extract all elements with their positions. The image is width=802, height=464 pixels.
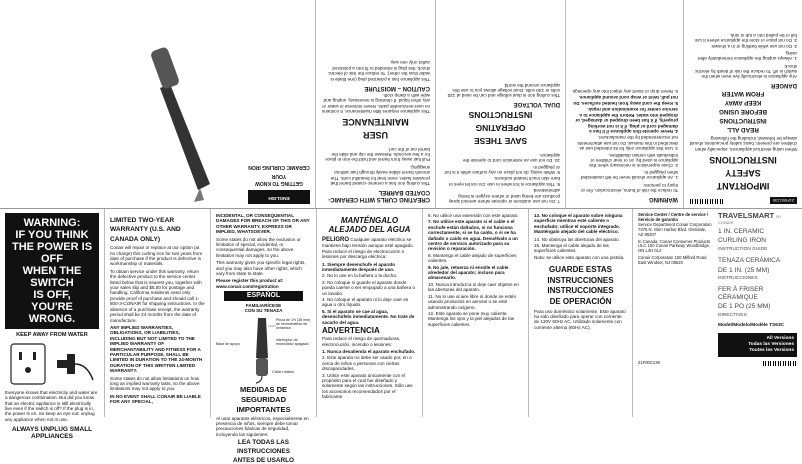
save-title-3: INSTRUCTIONS [468, 110, 533, 121]
keep-away-2: FROM WATER [721, 90, 765, 98]
advertencia-item: 11. No lo use al aire libre ni donde se estén usando productos en aerosol o se esté administrando oxígeno. [428, 293, 517, 310]
user-maint-2: MAINTENANCE [342, 117, 409, 128]
service-address: In Canada: Conair Consumer Products ULC 100 Conair Parkway Woodbridge, ON L4H 0L2 [638, 238, 711, 254]
part-number: 21F00C139 [638, 360, 660, 366]
peligro-item: 1. Siempre desenchufe el aparato inmediatamente después de uso. [322, 261, 396, 273]
warranty-liability: IN NO EVENT SHALL CONAIR BE LIABLE FOR ANY SPECIAL, [110, 393, 201, 405]
cover-es-guide: INSTRUCCIONES [718, 276, 758, 282]
peligro-label: PELIGRO [322, 237, 350, 243]
danger-text: Any appliance is electrically live even when the switch is off. To reduce the risk of death by electric shock: [694, 63, 797, 80]
model-number: Model/Modelo/Modèle TS63C [718, 322, 785, 328]
advertencia-item: 9. No jale, retuerza ni enrolle el cable alrededor del aparato; incluso para almacenarlo. [428, 264, 509, 281]
peligro-item: 2. No lo use en la bañera o la ducha. [322, 273, 398, 279]
panel-cover [632, 209, 802, 417]
dual-voltage-text: This curling iron is dual voltage and can be used at 120 volts or 240 volts. Dual voltage allows you to use this appliance around the world. [447, 82, 560, 99]
danger-item: 2. Do not use while bathing or in a shower. [710, 44, 797, 50]
read-all-3: BEFORE USING [719, 108, 767, 116]
keep-away-1: KEEP AWAY [724, 99, 762, 107]
incidental-text: INCIDENTAL, OR CONSEQUENTIAL DAMAGES FOR BREACH OF THIS OR ANY OTHER WARRANTY, EXPRESS OR IMPLIED, WHATSOEVER. [216, 213, 310, 235]
always-unplug: ALWAYS UNPLUG SMALL APPLIANCES [11, 426, 93, 441]
panel-spanish-2 [422, 209, 528, 417]
brand-logo [718, 213, 797, 226]
brand-by: BY CONAIR [718, 214, 782, 226]
important-title-2: SAFETY [725, 167, 761, 178]
advertencia-item: 10. Nunca introduzca ni deje caer objetos en las aberturas del aparato. [428, 281, 519, 293]
service-address: Service Department Conair Corporation 7475 N. Glen Harbor Blvd. Glendale, AZ 85307 [638, 221, 712, 237]
user-maint-1: USER [363, 130, 389, 141]
warning-box [5, 213, 99, 329]
panel-incidental [210, 209, 316, 464]
warning-item: 3. Use this appliance only for its intended use as described in this manual. Do not use attachments not recommended by the manufacturer. [577, 135, 678, 152]
warning-item: 9. While using, do not place on any surface while it is hot or plugged in. [444, 164, 560, 175]
getting-to-know-2: CERAMIC CURLING IRON [248, 164, 310, 171]
mantengalo-title: MANTÉNGALO ALEJADO DEL AGUA [328, 216, 411, 234]
lea-2: INSTRUCCIONES [237, 448, 290, 456]
service-head: Service Center / Centre de service / Servicio de garantía [638, 212, 709, 222]
warranty-text: Conair will repair or replace at our option (at no charge) this curling iron for two years from date of purchase if the product is defective in workmanship or materials. [110, 245, 203, 267]
familiarice-2: CON SU TENAZA [244, 308, 283, 314]
incidental-rights: This warranty gives you specific legal rights, and you may also have other rights, which vary from state to state. [216, 260, 306, 277]
guarde-4: DE OPERACIÓN [549, 297, 612, 307]
clip-label: Pinza de 1½ (38 mm) de revestimiento de cerámica [276, 317, 311, 330]
peligro-item: 3. No coloque ni guarde el aparato donde pueda caerse o ser empujado a una bañera o un lavabo. [322, 279, 415, 296]
cover-guide: INSTRUCTION GUIDE [718, 247, 768, 252]
incidental-states: Some states do not allow the exclusion or limitation of special, incidental, or consequential damages, so the above limitation may not apply to you. [216, 236, 301, 258]
lea-3: ANTES DE USARLO [232, 457, 295, 464]
curling-iron-diagram [216, 314, 311, 384]
save-title-1: SAVE THESE [473, 136, 528, 147]
guarde-3: INSTRUCCIONES [547, 286, 614, 296]
maintenance-text: This appliance requires little maintenance. It contains no user-serviceable parts. Never immerse in water or any other liquid. If cleaning is necessary, unplug and wipe with a damp cloth. [321, 92, 430, 115]
warning-item: 7. Do not use outdoors or operate where aerosol spray products are being used or where oxygen is being administered. [448, 188, 560, 204]
panel-warning-rotated [684, 0, 802, 208]
panel-warning [0, 209, 104, 441]
warning-line: IS OFF, [33, 289, 71, 301]
warning-item: 8. This appliance is hot when in use. Do not let eyes or bare skin touch heated surfaces. [448, 176, 560, 187]
warning-line: IF YOU THINK [15, 229, 89, 241]
cover-es-title-2: DE 1 IN. (25 MM) [718, 266, 770, 274]
version-line: All Versions [766, 335, 794, 341]
upright-half [0, 209, 802, 464]
advertencia-item: 2. Este aparato no debe ser usado por, en o cerca de niños o personas con ciertas discapacidades. [322, 355, 412, 372]
cover-title-2: CURLING IRON [718, 237, 766, 245]
caution-text: This appliance has a polarized plug (one blade is wider than the other). To reduce the risk of electric shock, this plug is intended to fit into a polarized outlet only one way. [328, 60, 430, 82]
cover-es-title-1: TENAZA CERÁMICA [718, 257, 781, 264]
advertencia-item: 1. Nunca desatienda el aparato enchufado. [322, 348, 416, 354]
english-tab: ENGLISH [248, 190, 310, 204]
register-text: Please register this product at: www.conair.com/registration [216, 278, 284, 289]
warning-line: WARNING: [23, 217, 81, 229]
cover-fr-title-1: FER À FRISER CÉRAMIQUE [718, 286, 764, 301]
caution-heading: CAUTION – MOISTURE [364, 84, 430, 91]
warning-item: 1. An appliance should never be left unattended when plugged in. [580, 169, 678, 181]
save-title-2: OPERATING [475, 123, 526, 134]
advertencia-item: 7. No utilice este aparato si el cable o el enchufe están dañados, si no funciona correctamente, si se ha caído, o si se ha dañado o caído en agua. Devuélvalo a un centro de servicio autorizado para su revisión o reparación. [428, 219, 518, 252]
advertencia-item: 6. No utilice una extensión con este aparato. [428, 213, 519, 218]
advertencia-text: Para reducir el riesgo de quemaduras, electrocución, incendio o lesiones: [322, 336, 401, 347]
lea-1: LEA TODAS LAS [237, 439, 290, 447]
curling-iron-illustration [10, 44, 240, 204]
dual-voltage-heading: DUAL VOLTAGE [513, 101, 560, 108]
getting-to-know-1: GETTING TO KNOW YOUR [255, 173, 303, 187]
danger-item: 3. Do not place or store the appliance where it can fall or be pulled into a tub or sink. [694, 32, 797, 43]
swivel-label: Cable rotativo [272, 369, 295, 374]
cover-fr-title-2: DE 1 PO (25 MM) [718, 303, 771, 311]
read-all-1: READ ALL [727, 126, 759, 134]
barcode [689, 199, 723, 204]
read-all-2: INSTRUCTIONS [719, 117, 767, 125]
panel-spanish-1 [316, 209, 422, 417]
important-title-1: IMPORTANT [716, 180, 770, 191]
warning-item: 6. Never drop or insert any object into any openings. [571, 89, 678, 95]
warranty-implied: ANY IMPLIED WARRANTIES, OBLIGATIONS, OR LIABILITIES, INCLUDING BUT NOT LIMITED TO THE IMPLIED WARRANTY OF MERCHANTABILITY AND FITNESS FOR A PARTICULAR PURPOSE, SHALL BE LIMITED IN DURATION TO THE 24-MONTH DURATION OF THIS WRITTEN LIMITED WARRANTY. [110, 324, 203, 374]
creating-heading: CREATING CURLS WITH CERAMIC-COATED BARREL [328, 189, 430, 202]
medidas-2: SEGURIDAD [240, 394, 286, 404]
creating-text-1: This curling iron has a ceramic-coated barrel that provides faster, even heat for beautiful curls. The smooth barrel slides easily through hair without snagging. [330, 164, 430, 186]
warning-line: THE POWER IS OFF [11, 241, 93, 265]
version-line: Todas las Versiones [748, 341, 794, 347]
medidas-1: MEDIDAS DE [239, 384, 288, 394]
panel-spanish-3 [528, 209, 632, 417]
peligro-text: Cualquier aparato eléctrico se mantiene bajo tensión aunque esté apagado. Para reducir el riesgo de electrocución o lesiones por descarga eléctrica: [322, 237, 414, 260]
warranty-title-2: WARRANTY (U.S. AND [110, 226, 181, 234]
advertencia-item: 8. Mantenga el cable alejado de superficies calientes. [428, 252, 517, 264]
warning-item: 2. Close supervision is necessary when this appliance is used by, on or near children or individuals with certain disabilities. [589, 152, 678, 169]
advertencia-label: ADVERTENCIA [322, 326, 380, 336]
important-title-3: INSTRUCTIONS [709, 154, 777, 165]
guarde-1: GUARDE ESTAS [549, 265, 612, 275]
warning-intro: To reduce the risk of burns, electrocution, fire or injury to persons: [580, 182, 678, 193]
cover-fr-guide: DIRECTIVES [718, 312, 747, 318]
spanish-note: Nota: se utilice este aparato con una pistola. [534, 254, 625, 260]
panel-en-4 [316, 0, 436, 208]
advertencia-item: 3. Utilice este aparato únicamente con el propósito para el cual fue diseñado y solamente según las instrucciones. Sólo use los accesorios recomendados por el fabricante. [322, 372, 413, 400]
peligro-item: 4. No coloque el aparato ni lo deje caer en agua u otro líquido. [322, 297, 409, 308]
service-address: Conair Corporation 150 Milford Road East Windsor, NJ 08520 [638, 255, 707, 266]
upside-down-half [0, 0, 802, 208]
guarde-text: Para uso doméstico solamente. Este aparato ha sido diseñado para operar con corriente de 120V 60Hz AC. Utilizado solamente con corriente alterna (60Hz AC). [534, 308, 626, 330]
warranty-title-3: CANADA ONLY) [110, 235, 161, 243]
warning-body: Everyone knows that electricity and water are a dangerous combination. But did you know that an electric appliance is still electrically live even if the switch is off? If the plug is in, the power is on. So keep an eye out: unplug any appliance when not in use. [5, 389, 98, 422]
advertencia-item-13: 13. No coloque el aparato sobre ninguna superficie mientras esté caliente o enchufado; utilice el soporte integrado. Manténgalo alejado del cable eléctrico. [534, 213, 623, 235]
advertencia-item: 15. Mantenga el cable alejado de las superficies calientes. [534, 243, 609, 254]
warning-item: 4. Never operate this appliance if it has a damaged cord or plug, if it is not working properly, if it has been dropped or damaged, or dropped into water. Return the appliance to a service center for examination and repair. [575, 107, 678, 134]
panel-en-2 [566, 0, 684, 208]
advertencia-item: 12. Este aparato se pone muy caliente. Mantenga los ojos y la piel alejados de las superficies calientes. [428, 310, 515, 327]
warranty-states: Some states do not allow limitations on how long an implied warranty lasts, so the above limitations may not apply to you. [110, 375, 200, 392]
espanol-tab: ESPAÑOL [224, 291, 303, 300]
medidas-3: IMPORTANTES [236, 404, 291, 414]
brand-name: TRAVELSMART [718, 211, 775, 220]
panel-en-cover [0, 0, 316, 208]
warranty-service: To obtain service under this warranty, return the defective product to the service center listed below that is nearest you, together with your sales slip and $5.00 for postage and handling. California residents need only provide proof of purchase and should call 1-800-3-CONAIR for shipping instructions. In the absence of a purchase receipt, the warranty period shall be 24 months from the date of manufacture. [110, 268, 205, 323]
warning-line: YOU'RE WRONG. [28, 301, 76, 325]
medidas-intro: Al usar aparatos eléctricos, especialmente en presencia de niños, siempre debe tomar precauciones básicas de seguridad, incluyendo las siguientes: [216, 415, 309, 437]
keep-away-caption: KEEP AWAY FROM WATER [16, 332, 88, 338]
part-tag: 21F00C139 [770, 197, 797, 204]
warning-item: 10. Do not use an extension cord to operate the appliance. [462, 152, 560, 164]
warning-line: WHEN THE SWITCH [22, 265, 82, 289]
version-line: Toutes les Versions [749, 347, 794, 353]
familiarice-1: FAMILIARÍCESE [245, 302, 282, 308]
cover-title-1: 1 IN. CERAMIC [718, 227, 765, 235]
base-label: Base de apoyo [216, 341, 240, 346]
warning-heading: WARNING [649, 196, 678, 202]
switch-label: Interruptor de encendido/ apagado [276, 337, 309, 346]
guarde-2: INSTRUCCIONES [547, 275, 614, 285]
danger-heading: DANGER [770, 82, 797, 89]
warning-item: 5. Keep the cord away from heated surfaces. Do not pull, twist or wrap cord around appliance. [573, 95, 678, 106]
advertencia-item: 14. No obstruya las aberturas del aparato. [534, 236, 620, 242]
outlet-plug-icon [5, 342, 99, 386]
panel-en-3 [436, 0, 566, 208]
creating-text-2: Pull hair away from barrel and hold the iron in place for a few seconds. Release the clip and slide the barrel out of the curl. [325, 146, 430, 163]
warranty-title-1: LIMITED TWO-YEAR [110, 217, 175, 224]
en-intro: When using electrical appliances, especially when children are present, basic safety precautions should always be followed, including the following: [689, 135, 797, 152]
peligro-item: 5. Si el aparato se cae al agua, desenchúfelo inmediatamente. No trate de sacarlo del agua. [322, 308, 415, 325]
versions-box [718, 333, 797, 357]
panel-warranty [104, 209, 210, 417]
danger-item: 1. Always unplug the appliance immediately after using. [697, 50, 797, 62]
barcode [763, 361, 797, 366]
